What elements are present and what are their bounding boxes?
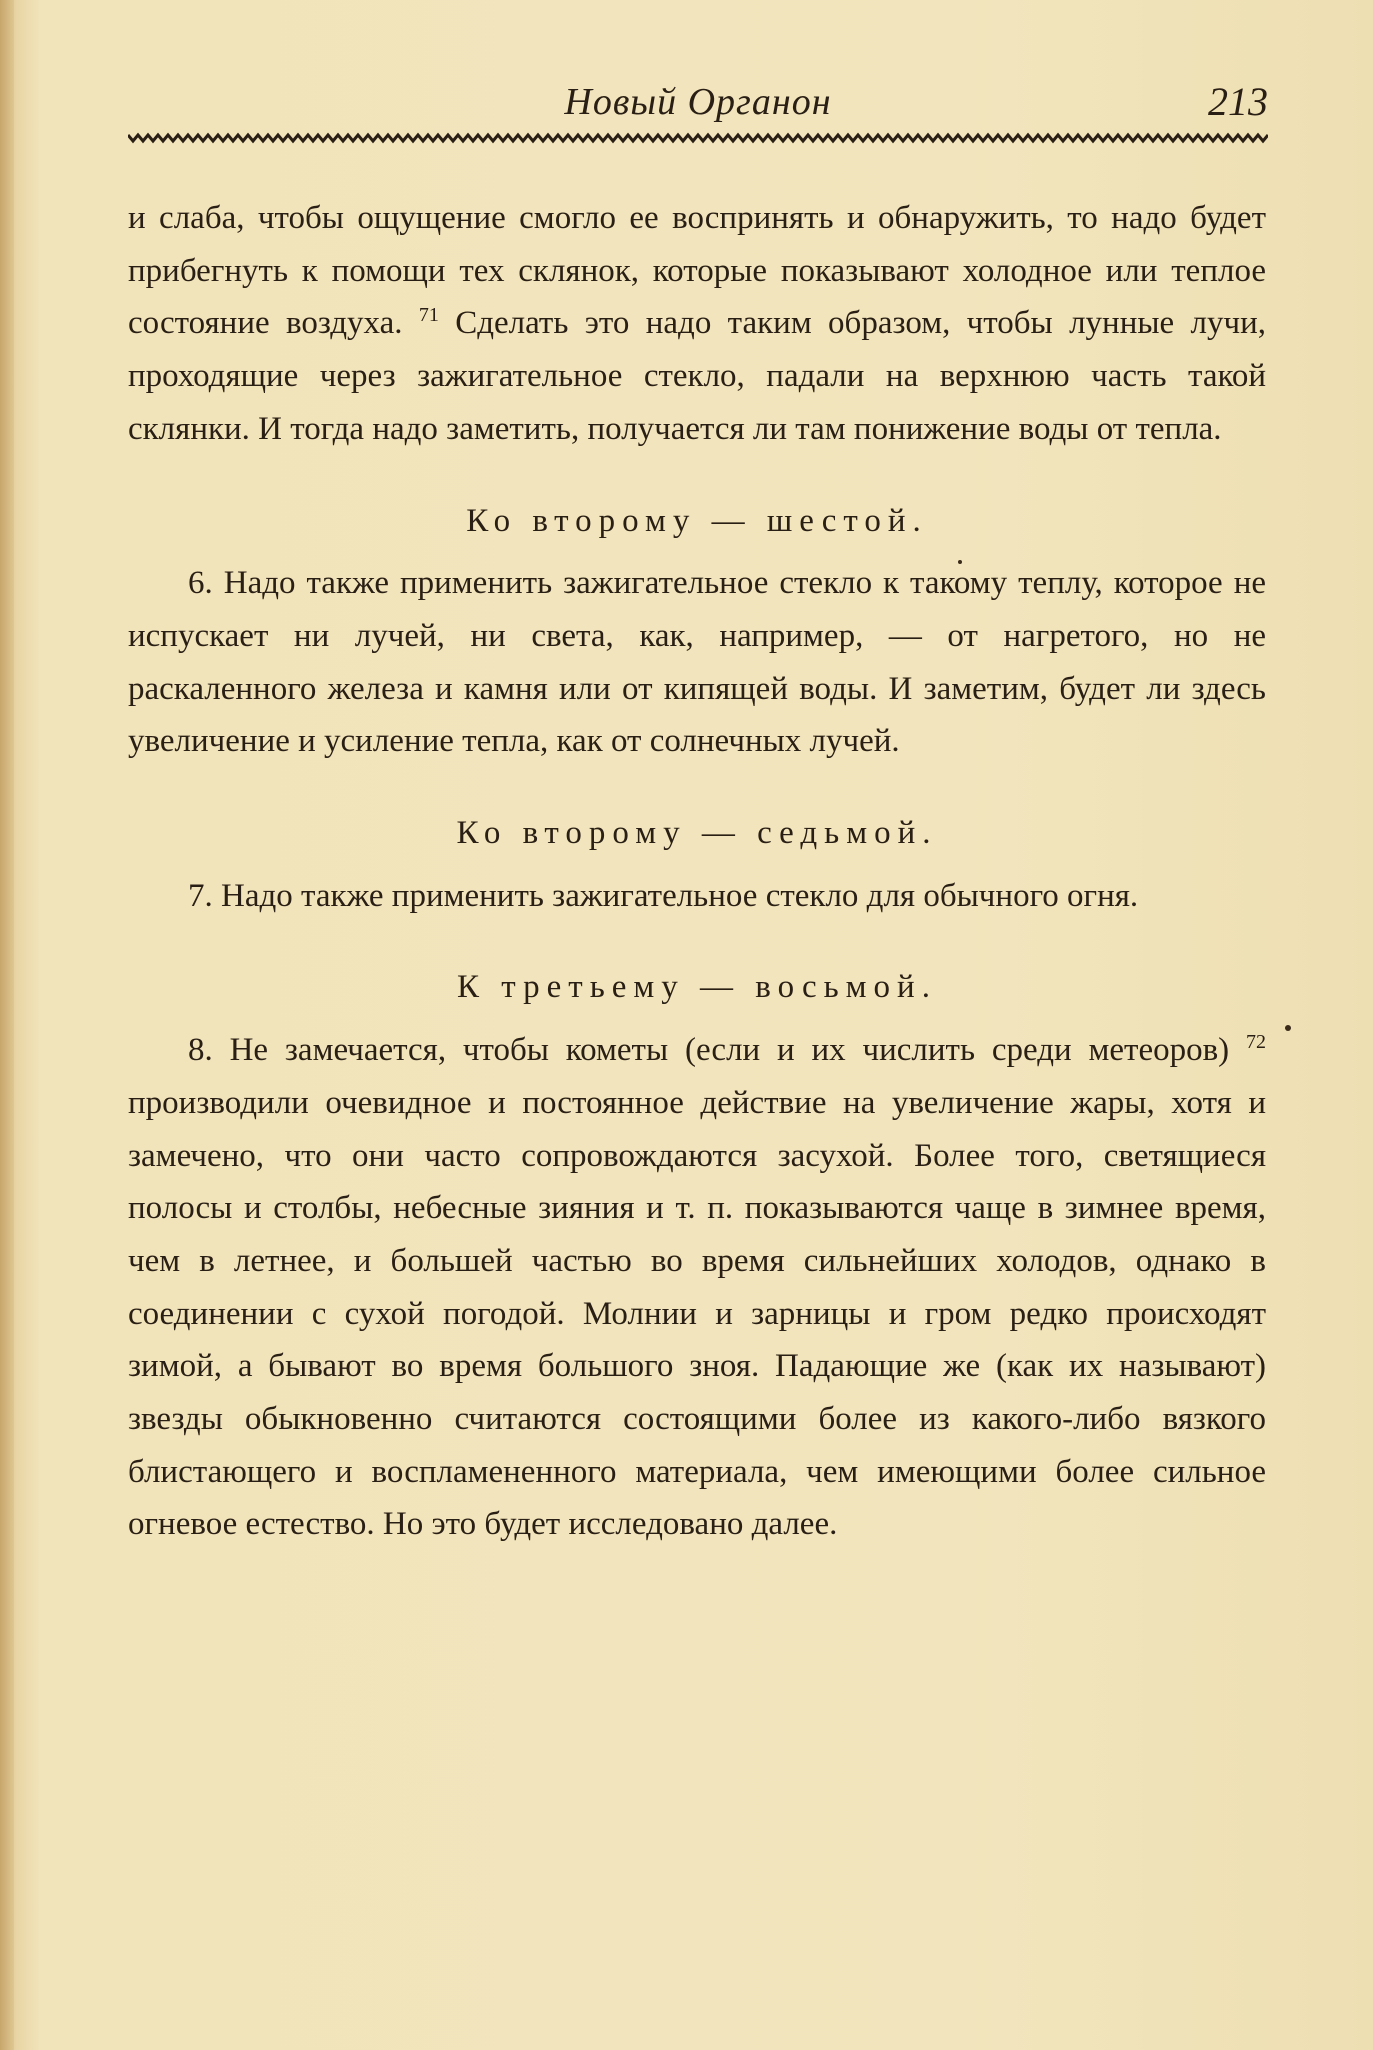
footnote-marker: 72	[1246, 1031, 1267, 1054]
paragraph-7: 7. Надо также применить зажигательное стекло для обычного огня.	[188, 877, 1139, 914]
section-heading-seventh: Ко второму — седьмой.	[456, 815, 938, 852]
ink-speck	[1285, 1025, 1291, 1031]
page-header	[128, 70, 1268, 130]
paragraph-text: и слаба, чтобы ощущение смогло ее воспринять и обнаружить, то надо будет прибегнуть к помощи тех склянок, которые показывают холодное или теплое состояние воздуха.	[128, 200, 1266, 342]
paragraph-8	[128, 1024, 1266, 1551]
paragraph-6: 6. Надо также применить зажигательное стекло к такому теплу, которое не испускает ни лучей, ни света, как, например, — от нагретого, но не раскаленного железа и камня или от кипящей воды. И заметим, будет ли здесь увеличение и усиление тепла, как от солнечных лучей.	[128, 565, 1266, 760]
paragraph-text: производили очевидное и постоянное действие на увеличение жары, хотя и замечено, что они часто сопровождаются засухой. Более того, светящиеся полосы и столбы, небесные зияния и т. п. показываются чаще в зимнее время, чем в летнее, и большей частью во время сильнейших холодов, однако в соединении с сухой погодой. Молнии и зарницы и гром редко происходят зимой, а бывают во время большого зноя. Падающие же (как их называют) звезды обыкновенно считаются состоящими более из какого-либо вязкого блистающего и воспламененного материала, чем имеющими более сильное огневое естество. Но это будет исследовано далее.	[128, 1084, 1266, 1543]
decorative-zigzag-rule	[128, 132, 1268, 144]
ink-speck	[958, 560, 962, 564]
page-edge-shadow	[0, 0, 14, 2050]
page-number: 213	[1208, 79, 1268, 124]
running-title: Новый Органон	[564, 81, 832, 123]
paragraph-text: Сделать это надо таким образом, чтобы лунные лучи, проходящие через зажигательное стекло, падали на верхнюю часть такой склянки. И тогда надо заметить, получается ли там понижение воды от тепла.	[128, 305, 1266, 447]
section-heading-sixth: Ко второму — шестой.	[466, 502, 928, 539]
paragraph-continued	[128, 192, 1266, 456]
main-text	[128, 192, 1266, 1551]
footnote-marker: 71	[418, 304, 439, 327]
section-heading-eighth: К третьему — восьмой.	[457, 969, 937, 1006]
paragraph-text: 8. Не замечается, чтобы кометы (если и их числить среди метеоров)	[188, 1032, 1230, 1069]
